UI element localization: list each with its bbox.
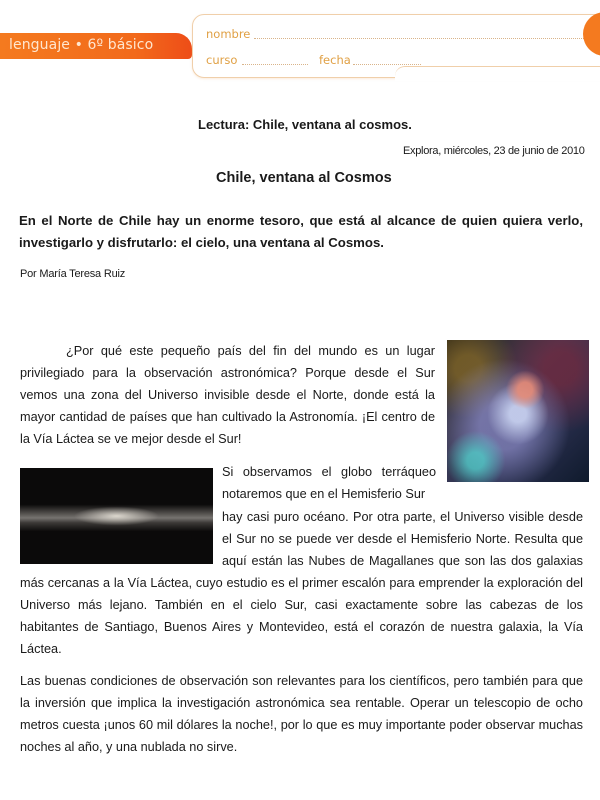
paragraph-line: Si observamos el globo terráqueo: [222, 465, 436, 479]
nombre-field[interactable]: [254, 38, 584, 39]
paragraph-line: mayor cantidad de países que han cultivado la Astronomía. ¡El centro de: [20, 410, 435, 424]
paragraph-line: ¿Por qué este pequeño país del fin del mundo es un lugar: [66, 344, 435, 358]
paragraph-line: la Vía Láctea se ve mejor desde el Sur!: [20, 432, 242, 446]
reading-title: Lectura: Chile, ventana al cosmos.: [198, 117, 412, 132]
milky-way-image: [20, 468, 213, 564]
author-byline: Por María Teresa Ruiz: [20, 268, 126, 280]
paragraph-line: hay casi puro océano. Por otra parte, el Universo visible desde: [222, 510, 583, 524]
paragraph-line: metros cuesta ¡unos 60 mil dólares la noche!, por lo que es muy importante poder observar muchas: [20, 718, 583, 732]
paragraph-line: Las buenas condiciones de observación son relevantes para los científicos, pero también para que: [20, 674, 583, 688]
paragraph-line: Láctea.: [20, 642, 62, 656]
paragraph-line: noches al año, y una nublada no sirve.: [20, 740, 238, 754]
paragraph-line: notaremos que en el Hemisferio Sur: [222, 487, 426, 501]
paragraph-line: vemos una zona del Universo invisible desde el Norte, donde está la: [20, 388, 435, 402]
paragraph-line: Universo más lejano. También en el cielo Sur, casi exactamente sobre las cabezas de los: [20, 598, 583, 612]
curso-label: curso: [206, 53, 238, 67]
nombre-label: nombre: [206, 27, 251, 41]
paragraph-line: habitantes de Santiago, Buenos Aires y Montevideo, está el corazón de nuestra galaxia, la Vía: [20, 620, 583, 634]
form-box-tab-edge: [395, 66, 600, 81]
paragraph-line: aquí están las Nubes de Magallanes que son las dos galaxias: [222, 554, 583, 568]
article-title: Chile, ventana al Cosmos: [216, 170, 392, 186]
paragraph-line: la inversión que implica la investigación astronómica sea rentable. Operar un telescopio de ocho: [20, 696, 583, 710]
fecha-field[interactable]: [353, 64, 421, 65]
subject-label: lenguaje • 6º básico: [9, 37, 154, 53]
paragraph-line: el Sur no se puede ver desde el Hemisferio Norte. Resulta que: [222, 532, 583, 546]
paragraph-line: privilegiado para la observación astronómica? Porque desde el Sur: [20, 366, 435, 380]
paragraph-line: más cercanas a la Vía Láctea, cuyo estudio es el primer escalón para emprender la exploración del: [20, 576, 583, 590]
nebula-image: [447, 340, 589, 482]
source-line: Explora, miércoles, 23 de junio de 2010: [403, 145, 585, 157]
curso-field[interactable]: [242, 64, 308, 65]
article-lead: En el Norte de Chile hay un enorme tesoro, que está al alcance de quien quiera verlo, investigarlo y disfrutarlo: el cielo, una ventana al Cosmos.: [19, 213, 583, 250]
fecha-label: fecha: [319, 53, 351, 67]
subject-banner: [0, 33, 192, 59]
